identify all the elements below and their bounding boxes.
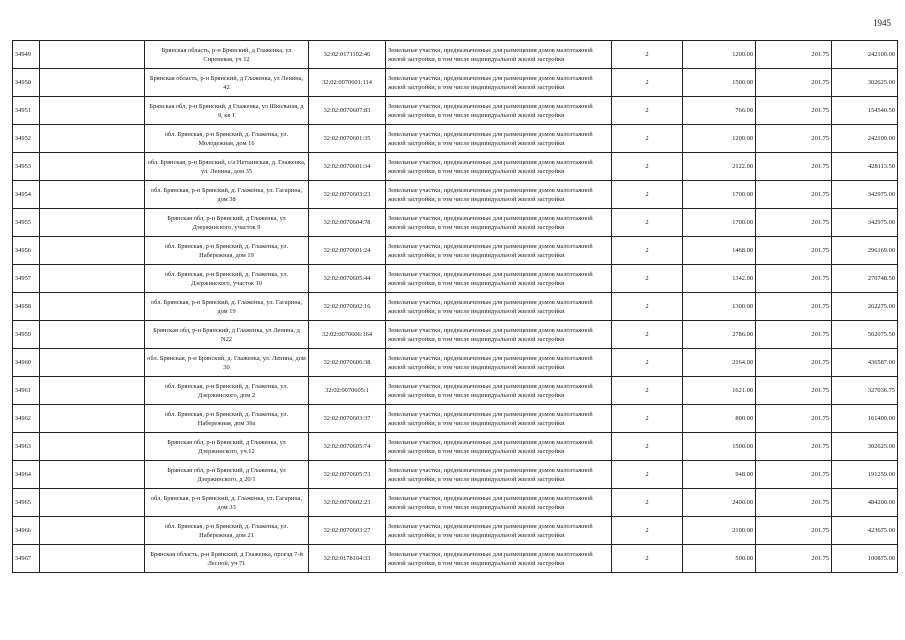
unit-value-cell: 201.75 bbox=[756, 517, 832, 545]
record-id-cell: 34967 bbox=[13, 545, 40, 573]
unit-value-cell: 201.75 bbox=[756, 237, 832, 265]
address-cell: Брянская область, р-н Брянский, д Глаженка, ул Сиреневая, уч 12 bbox=[145, 41, 309, 69]
address-cell: обл. Брянская, р-н Брянский, д. Глаженка, ул. Набережная, дом 19 bbox=[145, 237, 309, 265]
cadastral-value-cell: 242100.00 bbox=[832, 41, 898, 69]
table-row bbox=[13, 293, 898, 321]
group-number-cell: 2 bbox=[612, 293, 683, 321]
cadastral-number-cell: 32:02:0070602:23 bbox=[309, 489, 386, 517]
cadastral-value-cell: 302625.00 bbox=[832, 433, 898, 461]
land-use-cell: Земельные участки, предназначенные для размещения домов малоэтажной жилой застройки, в том числе индивидуальной жилой застройки bbox=[386, 489, 612, 517]
unit-value-cell: 201.75 bbox=[756, 125, 832, 153]
empty-cell bbox=[40, 181, 145, 209]
cadastral-number-cell: 32:02:0171102:46 bbox=[309, 41, 386, 69]
land-use-cell: Земельные участки, предназначенные для размещения домов малоэтажной жилой застройки, в том числе индивидуальной жилой застройки bbox=[386, 181, 612, 209]
cadastral-value-cell: 100875.00 bbox=[832, 545, 898, 573]
area-cell: 1500.00 bbox=[683, 433, 756, 461]
empty-cell bbox=[40, 153, 145, 181]
group-number-cell: 2 bbox=[612, 489, 683, 517]
cadastral-number-cell: 32:02:0070606:164 bbox=[309, 321, 386, 349]
area-cell: 1468.00 bbox=[683, 237, 756, 265]
empty-cell bbox=[40, 41, 145, 69]
cadastral-value-cell: 270748.50 bbox=[832, 265, 898, 293]
record-id-cell: 34956 bbox=[13, 237, 40, 265]
table-row bbox=[13, 41, 898, 69]
table-row bbox=[13, 349, 898, 377]
empty-cell bbox=[40, 545, 145, 573]
cadastral-value-cell: 161400.00 bbox=[832, 405, 898, 433]
cadastral-number-cell: 32:02:0070601:34 bbox=[309, 153, 386, 181]
area-cell: 1700.00 bbox=[683, 209, 756, 237]
land-use-cell: Земельные участки, предназначенные для размещения домов малоэтажной жилой застройки, в том числе индивидуальной жилой застройки bbox=[386, 405, 612, 433]
empty-cell bbox=[40, 377, 145, 405]
cadastral-value-cell: 191259.00 bbox=[832, 461, 898, 489]
land-valuation-table bbox=[12, 40, 898, 573]
land-use-cell: Земельные участки, предназначенные для размещения домов малоэтажной жилой застройки, в том числе индивидуальной жилой застройки bbox=[386, 265, 612, 293]
address-cell: Брянская обл, р-н Брянский, д Глаженка, ул Дзержинского, уч.12 bbox=[145, 433, 309, 461]
record-id-cell: 34957 bbox=[13, 265, 40, 293]
address-cell: Брянская обл, р-н Брянский, д Глаженка, ул Дзержинского, участок 9 bbox=[145, 209, 309, 237]
record-id-cell: 34955 bbox=[13, 209, 40, 237]
table-row bbox=[13, 433, 898, 461]
group-number-cell: 2 bbox=[612, 209, 683, 237]
land-use-cell: Земельные участки, предназначенные для размещения домов малоэтажной жилой застройки, в том числе индивидуальной жилой застройки bbox=[386, 293, 612, 321]
land-use-cell: Земельные участки, предназначенные для размещения домов малоэтажной жилой застройки, в том числе индивидуальной жилой застройки bbox=[386, 41, 612, 69]
address-cell: Брянская область, р-н Брянский, д Глаженка, ул Ленина, 42 bbox=[145, 69, 309, 97]
table-row bbox=[13, 377, 898, 405]
address-cell: обл. Брянская, р-н Брянский, д. Глаженка, ул. Молодежная, дом 16 bbox=[145, 125, 309, 153]
land-use-cell: Земельные участки, предназначенные для размещения домов малоэтажной жилой застройки, в том числе индивидуальной жилой застройки bbox=[386, 433, 612, 461]
unit-value-cell: 201.75 bbox=[756, 321, 832, 349]
land-use-cell: Земельные участки, предназначенные для размещения домов малоэтажной жилой застройки, в том числе индивидуальной жилой застройки bbox=[386, 125, 612, 153]
record-id-cell: 34963 bbox=[13, 433, 40, 461]
area-cell: 948.00 bbox=[683, 461, 756, 489]
area-cell: 766.00 bbox=[683, 97, 756, 125]
group-number-cell: 2 bbox=[612, 545, 683, 573]
unit-value-cell: 201.75 bbox=[756, 69, 832, 97]
group-number-cell: 2 bbox=[612, 349, 683, 377]
area-cell: 2400.00 bbox=[683, 489, 756, 517]
cadastral-value-cell: 302625.00 bbox=[832, 69, 898, 97]
area-cell: 1300.00 bbox=[683, 293, 756, 321]
address-cell: обл. Брянская, р-н Брянский, д. Глаженка, ул. Набережная, дом 21 bbox=[145, 517, 309, 545]
land-use-cell: Земельные участки, предназначенные для размещения домов малоэтажной жилой застройки, в том числе индивидуальной жилой застройки bbox=[386, 69, 612, 97]
land-use-cell: Земельные участки, предназначенные для размещения домов малоэтажной жилой застройки, в том числе индивидуальной жилой застройки bbox=[386, 545, 612, 573]
address-cell: Брянская область, р-н Брянский, д Глаженка, проезд 7-й Лесной, уч 71 bbox=[145, 545, 309, 573]
record-id-cell: 34966 bbox=[13, 517, 40, 545]
address-cell: обл. Брянская, р-н Брянский, д. Глаженка, ул. Ленина, дом 30 bbox=[145, 349, 309, 377]
cadastral-value-cell: 296169.00 bbox=[832, 237, 898, 265]
land-use-cell: Земельные участки, предназначенные для размещения домов малоэтажной жилой застройки, в том числе индивидуальной жилой застройки bbox=[386, 349, 612, 377]
cadastral-value-cell: 154540.50 bbox=[832, 97, 898, 125]
empty-cell bbox=[40, 237, 145, 265]
table-row bbox=[13, 153, 898, 181]
unit-value-cell: 201.75 bbox=[756, 489, 832, 517]
unit-value-cell: 201.75 bbox=[756, 41, 832, 69]
land-use-cell: Земельные участки, предназначенные для размещения домов малоэтажной жилой застройки, в том числе индивидуальной жилой застройки bbox=[386, 237, 612, 265]
cadastral-number-cell: 32:02:0070601:114 bbox=[309, 69, 386, 97]
table-row bbox=[13, 125, 898, 153]
area-cell: 1200.00 bbox=[683, 41, 756, 69]
table-row bbox=[13, 237, 898, 265]
unit-value-cell: 201.75 bbox=[756, 181, 832, 209]
unit-value-cell: 201.75 bbox=[756, 461, 832, 489]
table-row bbox=[13, 517, 898, 545]
table-row bbox=[13, 321, 898, 349]
group-number-cell: 2 bbox=[612, 125, 683, 153]
cadastral-number-cell: 32:02:0070605:44 bbox=[309, 265, 386, 293]
table-row bbox=[13, 405, 898, 433]
land-use-cell: Земельные участки, предназначенные для размещения домов малоэтажной жилой застройки, в том числе индивидуальной жилой застройки bbox=[386, 321, 612, 349]
empty-cell bbox=[40, 517, 145, 545]
table-body bbox=[13, 41, 898, 573]
empty-cell bbox=[40, 209, 145, 237]
empty-cell bbox=[40, 349, 145, 377]
page-number: 1945 bbox=[873, 18, 891, 28]
address-cell: Брянская обл, р-н Брянский, д Глаженка, ул Ленина, д N22 bbox=[145, 321, 309, 349]
area-cell: 2100.00 bbox=[683, 517, 756, 545]
unit-value-cell: 201.75 bbox=[756, 349, 832, 377]
unit-value-cell: 201.75 bbox=[756, 265, 832, 293]
cadastral-value-cell: 327036.75 bbox=[832, 377, 898, 405]
cadastral-number-cell: 32:02:0070603:27 bbox=[309, 517, 386, 545]
land-use-cell: Земельные участки, предназначенные для размещения домов малоэтажной жилой застройки, в том числе индивидуальной жилой застройки bbox=[386, 97, 612, 125]
land-use-cell: Земельные участки, предназначенные для размещения домов малоэтажной жилой застройки, в том числе индивидуальной жилой застройки bbox=[386, 209, 612, 237]
area-cell: 500.00 bbox=[683, 545, 756, 573]
empty-cell bbox=[40, 433, 145, 461]
group-number-cell: 2 bbox=[612, 181, 683, 209]
cadastral-value-cell: 262275.00 bbox=[832, 293, 898, 321]
record-id-cell: 34949 bbox=[13, 41, 40, 69]
record-id-cell: 34960 bbox=[13, 349, 40, 377]
area-cell: 1700.00 bbox=[683, 181, 756, 209]
address-cell: обл. Брянская, р-н Брянский, с/а Нетьинская, д. Глаженка, ул. Ленина, дом 35 bbox=[145, 153, 309, 181]
cadastral-number-cell: 32:02:0070604:78 bbox=[309, 209, 386, 237]
record-id-cell: 34964 bbox=[13, 461, 40, 489]
record-id-cell: 34959 bbox=[13, 321, 40, 349]
group-number-cell: 2 bbox=[612, 405, 683, 433]
cadastral-number-cell: 32:02:0070605:74 bbox=[309, 433, 386, 461]
unit-value-cell: 201.75 bbox=[756, 433, 832, 461]
record-id-cell: 34951 bbox=[13, 97, 40, 125]
cadastral-value-cell: 428113.50 bbox=[832, 153, 898, 181]
group-number-cell: 2 bbox=[612, 461, 683, 489]
address-cell: обл. Брянская, р-н Брянский, д. Глаженка, ул. Дзержинского, участок 10 bbox=[145, 265, 309, 293]
area-cell: 800.00 bbox=[683, 405, 756, 433]
address-cell: обл. Брянская, р-н Брянский, д. Глаженка, ул. Дзержинского, дом 2 bbox=[145, 377, 309, 405]
address-cell: Брянская обл, р-н Брянский, д Глаженка, ул Дзержинского, д 20/1 bbox=[145, 461, 309, 489]
group-number-cell: 2 bbox=[612, 433, 683, 461]
empty-cell bbox=[40, 265, 145, 293]
table-row bbox=[13, 69, 898, 97]
address-cell: обл. Брянская, р-н Брянский, д. Глаженка, ул. Гагарина, дом 38 bbox=[145, 181, 309, 209]
record-id-cell: 34965 bbox=[13, 489, 40, 517]
area-cell: 2122.00 bbox=[683, 153, 756, 181]
group-number-cell: 2 bbox=[612, 321, 683, 349]
address-cell: обл. Брянская, р-н Брянский, д. Глаженка, ул. Гагарина, дом 33 bbox=[145, 489, 309, 517]
cadastral-value-cell: 436587.00 bbox=[832, 349, 898, 377]
cadastral-number-cell: 32:02:0178104:33 bbox=[309, 545, 386, 573]
group-number-cell: 2 bbox=[612, 41, 683, 69]
area-cell: 2164.00 bbox=[683, 349, 756, 377]
group-number-cell: 2 bbox=[612, 69, 683, 97]
cadastral-value-cell: 484200.00 bbox=[832, 489, 898, 517]
address-cell: обл. Брянская, р-н Брянский, д. Глаженка, ул. Гагарина, дом 19 bbox=[145, 293, 309, 321]
cadastral-value-cell: 342975.00 bbox=[832, 181, 898, 209]
table-row bbox=[13, 97, 898, 125]
cadastral-number-cell: 32:02:0070605:73 bbox=[309, 461, 386, 489]
empty-cell bbox=[40, 461, 145, 489]
empty-cell bbox=[40, 69, 145, 97]
cadastral-number-cell: 32:02:0070605:1 bbox=[309, 377, 386, 405]
record-id-cell: 34950 bbox=[13, 69, 40, 97]
cadastral-number-cell: 32:02:0070601:24 bbox=[309, 237, 386, 265]
unit-value-cell: 201.75 bbox=[756, 153, 832, 181]
area-cell: 1500.00 bbox=[683, 69, 756, 97]
record-id-cell: 34958 bbox=[13, 293, 40, 321]
cadastral-value-cell: 342975.00 bbox=[832, 209, 898, 237]
record-id-cell: 34962 bbox=[13, 405, 40, 433]
cadastral-value-cell: 562075.50 bbox=[832, 321, 898, 349]
area-cell: 1200.00 bbox=[683, 125, 756, 153]
cadastral-number-cell: 32:02:0070603:37 bbox=[309, 405, 386, 433]
group-number-cell: 2 bbox=[612, 265, 683, 293]
cadastral-value-cell: 242100.00 bbox=[832, 125, 898, 153]
group-number-cell: 2 bbox=[612, 97, 683, 125]
unit-value-cell: 201.75 bbox=[756, 545, 832, 573]
empty-cell bbox=[40, 97, 145, 125]
empty-cell bbox=[40, 321, 145, 349]
group-number-cell: 2 bbox=[612, 377, 683, 405]
cadastral-number-cell: 32:02:0070603:23 bbox=[309, 181, 386, 209]
record-id-cell: 34954 bbox=[13, 181, 40, 209]
address-cell: Брянская обл, р-н Брянский, д Глаженка, ул Школьная, д 9, кв 1 bbox=[145, 97, 309, 125]
cadastral-number-cell: 32:02:0070601:35 bbox=[309, 125, 386, 153]
table-row bbox=[13, 461, 898, 489]
record-id-cell: 34952 bbox=[13, 125, 40, 153]
table-row bbox=[13, 181, 898, 209]
area-cell: 2786.00 bbox=[683, 321, 756, 349]
land-use-cell: Земельные участки, предназначенные для размещения домов малоэтажной жилой застройки, в том числе индивидуальной жилой застройки bbox=[386, 377, 612, 405]
table-row bbox=[13, 209, 898, 237]
record-id-cell: 34953 bbox=[13, 153, 40, 181]
empty-cell bbox=[40, 293, 145, 321]
unit-value-cell: 201.75 bbox=[756, 97, 832, 125]
table-row bbox=[13, 265, 898, 293]
land-use-cell: Земельные участки, предназначенные для размещения домов малоэтажной жилой застройки, в том числе индивидуальной жилой застройки bbox=[386, 517, 612, 545]
empty-cell bbox=[40, 405, 145, 433]
unit-value-cell: 201.75 bbox=[756, 209, 832, 237]
area-cell: 1621.00 bbox=[683, 377, 756, 405]
area-cell: 1342.00 bbox=[683, 265, 756, 293]
record-id-cell: 34961 bbox=[13, 377, 40, 405]
cadastral-value-cell: 423675.00 bbox=[832, 517, 898, 545]
land-use-cell: Земельные участки, предназначенные для размещения домов малоэтажной жилой застройки, в том числе индивидуальной жилой застройки bbox=[386, 153, 612, 181]
empty-cell bbox=[40, 489, 145, 517]
unit-value-cell: 201.75 bbox=[756, 405, 832, 433]
empty-cell bbox=[40, 125, 145, 153]
cadastral-number-cell: 32:02:0070606:38 bbox=[309, 349, 386, 377]
land-use-cell: Земельные участки, предназначенные для размещения домов малоэтажной жилой застройки, в том числе индивидуальной жилой застройки bbox=[386, 461, 612, 489]
address-cell: обл. Брянская, р-н Брянский, д. Глаженка, ул. Набережная, дом 39а bbox=[145, 405, 309, 433]
table-row bbox=[13, 545, 898, 573]
group-number-cell: 2 bbox=[612, 237, 683, 265]
unit-value-cell: 201.75 bbox=[756, 377, 832, 405]
cadastral-number-cell: 32:02:0070607:83 bbox=[309, 97, 386, 125]
group-number-cell: 2 bbox=[612, 153, 683, 181]
group-number-cell: 2 bbox=[612, 517, 683, 545]
unit-value-cell: 201.75 bbox=[756, 293, 832, 321]
cadastral-number-cell: 32:02:0070602:16 bbox=[309, 293, 386, 321]
table-row bbox=[13, 489, 898, 517]
